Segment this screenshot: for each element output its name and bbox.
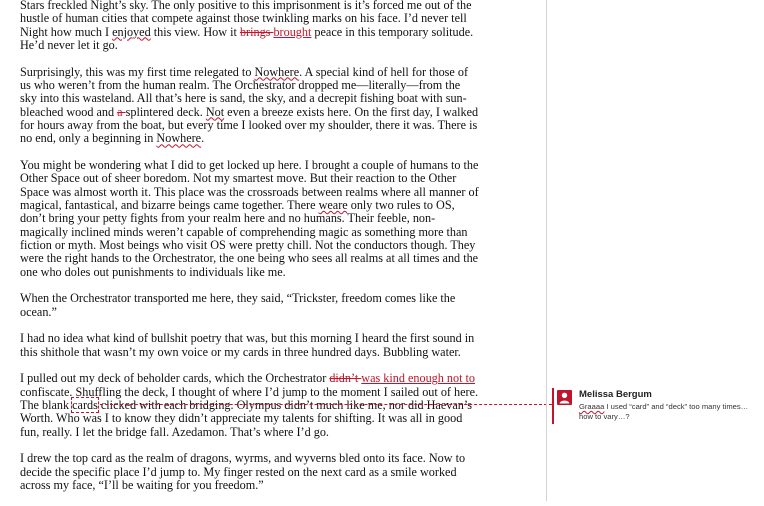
markup-pane-divider [546, 0, 547, 501]
text-run: only two rules to OS, don’t bring your petty fights from your realm here and no humans. Their feeble, non-magically inclined minds weren’t capable of comprehending magic as something more than fiction or myth. Most beings who visit OS were pretty chill. Not the conductors though. They were the right hands to the Orchestrator, the one being who sees all realms at all times and the one who doles out punishments to individuals like me. [20, 198, 479, 279]
tracked-deletion[interactable]: brings [239, 24, 274, 39]
paragraph-5: I had no idea what kind of bullshit poetry that was, but this morning I heard the first sound in this shithole that wasn’t my own voice or my cards in three hundred days. Bubbling water. [20, 331, 475, 359]
tracked-insertion[interactable]: brought [273, 24, 312, 39]
text-run: confiscate. Shuffling the deck, I thought of where I’d jump to the moment I sailed out of here. The blank [20, 384, 479, 413]
comment-connector-line [100, 404, 552, 405]
person-icon [557, 390, 572, 405]
comment-anchor[interactable]: cards [72, 398, 98, 413]
paragraph-7: I drew the top card as the realm of dragons, wyrms, and wyverns bled onto its face. Now to decide the specific place I’d jump to. My finger rested on the next card as a smile worked across my face, “I’ll be waiting for you freedom.” [20, 451, 466, 493]
text-run: splintered deck. [125, 104, 206, 119]
paragraph-1 [20, 0, 480, 52]
text-run: . A special kind of hell for those of us who weren’t from the human realm. The Orchestrator dropped me—literally—from the sky into this wasteland. All that’s here is sand, the sky, and a decrepit fishing boat with sun-bleached wood and [20, 64, 469, 119]
paragraph-6 [20, 372, 480, 439]
text-run: clicked with each bridging. Olympus didn’t much like me, nor did Haevan’s Worth. Who was I to know they didn’t appreciate my talents for shifting. It was all in good fun, really. I let the bridge fall. Azedamon. That’s where I’d go. [20, 398, 472, 439]
text-run: You might be wondering what I did to get locked up here. I brought a couple of humans to the Other Space out of sheer boredom. Not my smartest move. But their reaction to the Other Space was almost worth it. This place was the crossroads between realms where all manner of magical, fantastical, and bizarre beings came together. There [20, 158, 479, 213]
paragraph-4: When the Orchestrator transported me here, they said, “Trickster, freedom comes like the ocean.” [20, 291, 456, 319]
spelling-flag[interactable]: weare [318, 198, 348, 213]
tracked-deletion[interactable]: a [117, 104, 126, 119]
text-run: Surprisingly, this was my first time relegated to [20, 64, 255, 79]
text-run: peace in this temporary solitude. He’d never let it go. [20, 24, 474, 53]
comment-text[interactable] [579, 402, 764, 422]
text-run: this view. How it [150, 24, 240, 39]
spelling-flag[interactable]: Nowhere [156, 131, 202, 146]
text-run: I pulled out my deck of beholder cards, which the Orchestrator [20, 371, 330, 386]
text-run: Stars freckled Night’s sky. The only positive to this imprisonment is it’s forced me out of the hustle of human cities that compete against those twinkling marks on his face. I’d never tell Night how much I [20, 0, 472, 39]
paragraph-2 [20, 66, 480, 146]
comment-accent-bar [552, 388, 554, 424]
spelling-flag[interactable]: Nowhere [254, 64, 300, 79]
text-run: . [201, 131, 205, 146]
paragraph-3 [20, 159, 480, 279]
document-body[interactable] [20, 0, 480, 506]
spelling-flag[interactable]: Graaaa [579, 402, 605, 411]
tracked-deletion[interactable]: didn’t [329, 371, 362, 386]
text-run: even a breeze exists here. On the first day, I walked for hours away from the boat, but every time I looked over my shoulder, there it was. There is no end, only a beginning in [20, 104, 479, 146]
comment-author: Melissa Bergum [579, 389, 652, 400]
grammar-flag[interactable]: Not [205, 104, 225, 119]
spelling-flag[interactable]: enjoyed [112, 24, 151, 39]
text-run: I used “card” and “deck” too many times… how to vary…? [579, 402, 749, 421]
tracked-insertion[interactable]: was kind enough not to [361, 371, 476, 386]
